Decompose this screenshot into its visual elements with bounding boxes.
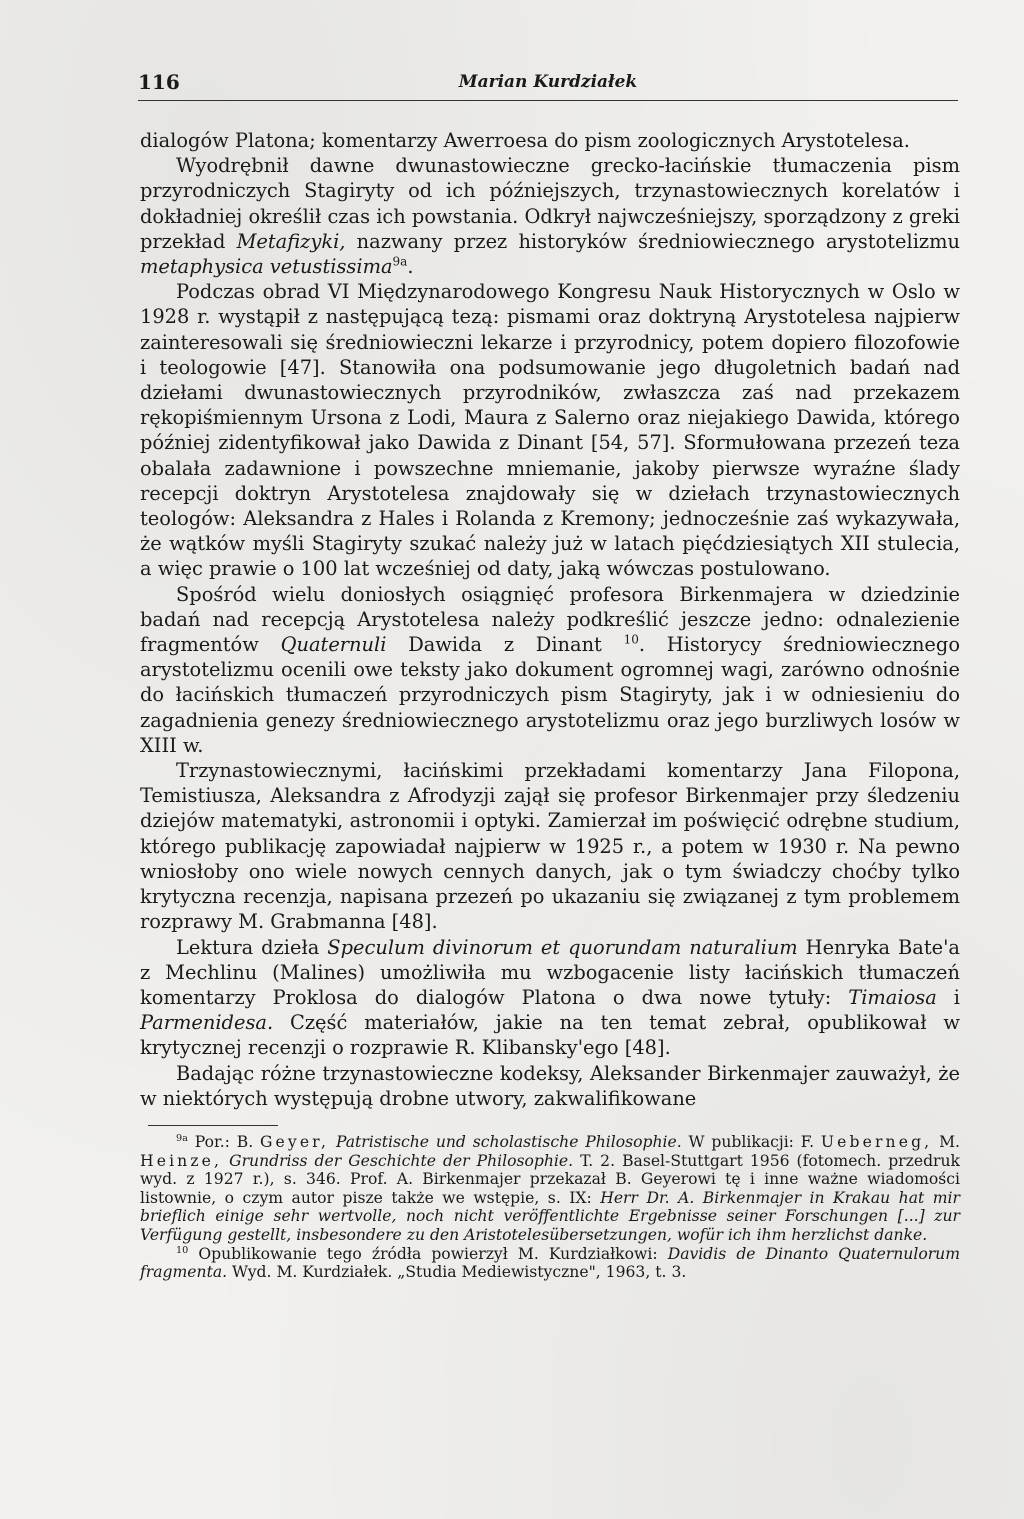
paragraph-text: . Historycy średniowiecznego arystotelizmu ocenili owe teksty jako dokument ogromnej wagi, zarówno odnośnie do łacińskich tłumaczeń przyrodniczych pism Stagiryty, jak i w odniesieniu do zagadnienia genezy średniowiecznego arystotelizmu oraz jego burzliwych losów w XIII w. bbox=[140, 633, 960, 757]
paragraph-text: Dawida z Dinant bbox=[386, 633, 624, 657]
paragraph bbox=[140, 1061, 960, 1111]
paragraph-text: nazwany przez historyków średniowiecznego arystotelizmu bbox=[345, 229, 960, 253]
italic-title: Metafizyki, bbox=[236, 229, 346, 253]
footnote-ref: 9a bbox=[392, 254, 408, 269]
paragraph bbox=[140, 153, 960, 279]
italic-title: Parmenidesa. bbox=[140, 1011, 274, 1035]
italic-title: Patristische und scholastische Philosophie. bbox=[329, 1133, 682, 1151]
paragraph-text: dialogów Platona; komentarzy Awerroesa do pism zoologicznych Arystotelesa. bbox=[140, 129, 910, 152]
paragraph-text: i bbox=[936, 985, 960, 1009]
footnote-marker: 10 bbox=[176, 1244, 189, 1256]
footnote-text: M. bbox=[932, 1133, 960, 1151]
author-name: Heinze, bbox=[140, 1151, 223, 1170]
paragraph-text: Trzynastowiecznymi, łacińskimi przekładami komentarzy Jana Filopona, Temistiusza, Aleksandra z Afrodyzji zajął się profesor Birkenmajer przy śledzeniu dziejów matematyki, astronomii i optyki. Zamierzał im poświęcić odrębne studium, którego publikację zapowiadał najpierw w 1925 r., a potem w 1930 r. Na pewno wniosłoby ono wiele nowych cennych danych, jak o tym świadczy choćby tylko krytyczna recenzja, napisana przezeń po ukazaniu się związanej z tym problemem rozprawy M. Grabmanna [48]. bbox=[140, 759, 960, 934]
italic-title: Timaiosa bbox=[848, 985, 937, 1009]
footnote-marker: 9a bbox=[176, 1132, 188, 1144]
footnotes bbox=[140, 1133, 960, 1282]
running-head: Marian Kurdziałek bbox=[458, 72, 638, 92]
paragraph-text: Henryka Bate'a z Mechlinu (Malines) umożliwiła mu wzbogacenie listy łacińskich tłumaczeń komentarzy Proklosa do dialogów Platona o dwa nowe tytuły: bbox=[140, 935, 960, 1009]
italic-title: Davidis de Dinanto Quaternulorum fragmenta. bbox=[140, 1244, 961, 1282]
paragraph-text: Część materiałów, jakie na ten temat zebrał, opublikował w krytycznej recenzji o rozprawie R. Klibansky'ego [48]. bbox=[140, 1011, 960, 1060]
author-name: Geyer, bbox=[259, 1133, 330, 1151]
paragraph bbox=[140, 582, 960, 758]
body-text bbox=[140, 128, 960, 1111]
footnote-text: Wyd. M. Kurdziałek. „Studia Mediewistyczne", 1963, t. 3. bbox=[227, 1263, 687, 1282]
paragraph bbox=[140, 935, 960, 1061]
paragraph bbox=[140, 758, 960, 934]
italic-term: metaphysica vetustissima bbox=[140, 255, 393, 279]
footnote bbox=[140, 1245, 960, 1282]
italic-title: Quaternuli bbox=[280, 633, 387, 657]
footnote bbox=[140, 1133, 960, 1245]
paragraph-text: Wyodrębnił dawne dwunastowieczne grecko-łacińskie tłumaczenia pism przyrodniczych Stagiryty od ich późniejszych, trzynastowiecznych korelatów i dokładniej określił czas ich powstania. Odkrył najwcześniejszy, sporządzony z greki przekład bbox=[140, 154, 960, 253]
paragraph-text: . bbox=[407, 255, 414, 279]
italic-title: Speculum divinorum et quorundam naturalium bbox=[327, 935, 798, 959]
paragraph-text: Lektura dzieła bbox=[176, 935, 328, 959]
italic-title: Grundriss der Geschichte der Philosophie. bbox=[222, 1151, 574, 1170]
paragraph bbox=[140, 128, 960, 153]
footnote-text: Por.: B. bbox=[187, 1133, 260, 1151]
footnote-text: T. 2. Basel-Stuttgart 1956 (fotomech. przedruk wyd. z 1927 r.), s. 346. Prof. A. Birkenmajer przekazał B. Geyerowi tę i inne ważne wiadomości listownie, o czym autor pisze także we wstępie, s. IX: bbox=[140, 1151, 960, 1207]
page-number: 116 bbox=[138, 70, 180, 94]
paragraph bbox=[140, 279, 960, 581]
paragraph-text: Podczas obrad VI Międzynarodowego Kongresu Nauk Historycznych w Oslo w 1928 r. wystąpił z następującą tezą: pismami oraz doktryną Arystotelesa najpierw zainteresowali się średniowieczni lekarze i przyrodnicy, potem dopiero filozofowie i teologowie [47]. Stanowiła ona podsumowanie jego długoletnich badań nad dziełami dwunastowiecznych przyrodników, zwłaszcza zaś nad przekazem rękopiśmiennym Ursona z Lodi, Maura z Salerno oraz niejakiego Dawida, którego później zidentyfikował jako Dawida z Dinant [54, 57]. Sformułowana przezeń teza obalała zadawnione i powszechne mniemanie, jakoby pierwsze wyraźne ślady recepcji doktryn Arystotelesa znajdowały się w dziełach trzynastowiecznych teologów: Aleksandra z Hales i Rolanda z Kremony; jednocześnie zaś wykazywała, że wątków myśli Stagiryty szukać należy już w latach pięćdziesiątych XII stulecia, a więc prawie o 100 lat wcześniej od daty, jaką wówczas postulowano. bbox=[140, 280, 960, 581]
author-name: Ueberneg, bbox=[820, 1133, 933, 1151]
footnote-text: W publikacji: F. bbox=[681, 1133, 821, 1151]
footnote-text: Opublikowanie tego źródła powierzył M. Kurdziałkowi: bbox=[188, 1244, 668, 1263]
page-header bbox=[138, 70, 958, 101]
paragraph-text: Spośród wielu doniosłych osiągnięć profesora Birkenmajera w dziedzinie badań nad recepcją Arystotelesa należy podkreślić jeszcze jedno: odnalezienie fragmentów bbox=[140, 582, 960, 657]
footnote-divider bbox=[148, 1125, 278, 1126]
footnote-ref: 10 bbox=[623, 632, 639, 647]
paragraph-text: Badając różne trzynastowieczne kodeksy, Aleksander Birkenmajer zauważył, że w niektórych występują drobne utwory, zakwalifikowane bbox=[140, 1061, 960, 1110]
italic-quote: Herr Dr. A. Birkenmajer in Krakau hat mir brieflich einige sehr wertvolle, noch nicht veröffentlichte Ergebnisse seiner Forschungen [...] zur Verfügung gestellt, insbesondere zu den Aristotelesübersetzungen, wofür ich ihm herzlichst danke. bbox=[140, 1188, 960, 1244]
